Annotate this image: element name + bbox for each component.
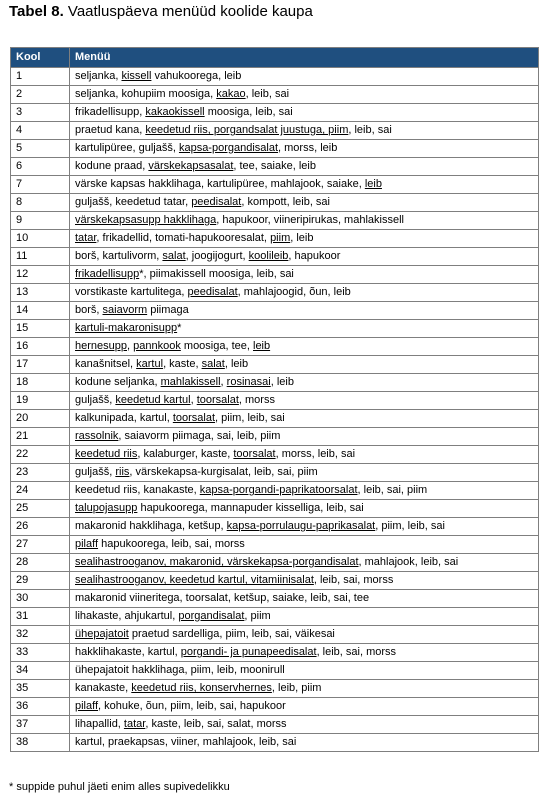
cell-menuu xyxy=(70,644,539,662)
table-row xyxy=(11,734,539,752)
cell-kool: 37 xyxy=(11,716,70,734)
menu-text: praetud kana, xyxy=(75,124,146,136)
underlined-item: hernesupp xyxy=(75,340,127,352)
cell-menuu xyxy=(70,518,539,536)
cell-menuu xyxy=(70,86,539,104)
table-row xyxy=(11,68,539,86)
menu-text: , morss, leib, sai xyxy=(275,448,356,460)
table-row xyxy=(11,698,539,716)
menu-text: hapukoorega, mannapuder kisselliga, leib, sai xyxy=(137,502,364,514)
underlined-item: mahlakissell xyxy=(160,376,221,388)
cell-kool: 30 xyxy=(11,590,70,608)
cell-kool: 33 xyxy=(11,644,70,662)
underlined-item: peedisalat xyxy=(187,286,238,298)
cell-kool: 14 xyxy=(11,302,70,320)
underlined-item: rosinasai xyxy=(226,376,271,388)
underlined-item: kapsa-porgandisalat xyxy=(178,142,279,154)
table-caption: Vaatluspäeva menüüd koolide kaupa xyxy=(67,3,313,20)
underlined-item: leib xyxy=(253,340,271,352)
cell-menuu xyxy=(70,122,539,140)
cell-kool: 26 xyxy=(11,518,70,536)
underlined-item: kapsa-porrulaugu-paprikasalat xyxy=(226,520,376,532)
cell-menuu xyxy=(70,68,539,86)
menu-text: guljašš, xyxy=(75,466,116,478)
menu-text: , kaste, xyxy=(163,358,202,370)
cell-menuu xyxy=(70,104,539,122)
menu-text: , xyxy=(190,394,197,406)
cell-menuu xyxy=(70,662,539,680)
menu-text: , xyxy=(220,376,227,388)
menu-text: kodune praad, xyxy=(75,160,149,172)
menu-text: , kompott, leib, sai xyxy=(241,196,330,208)
menu-text: *, piimakissell moosiga, leib, sai xyxy=(139,268,294,280)
cell-kool: 5 xyxy=(11,140,70,158)
cell-kool: 25 xyxy=(11,500,70,518)
table-row xyxy=(11,662,539,680)
underlined-item: sealihastrooganov, keedetud kartul, vitamiinisalat xyxy=(75,574,314,586)
table-row xyxy=(11,212,539,230)
menu-text: , kalaburger, kaste, xyxy=(137,448,234,460)
table-row xyxy=(11,104,539,122)
menu-text: borš, kartulivorm, xyxy=(75,250,163,262)
underlined-item: keedetud riis xyxy=(75,448,138,460)
menu-text: , hapukoor xyxy=(288,250,341,262)
table-row xyxy=(11,248,539,266)
cell-menuu xyxy=(70,140,539,158)
cell-menuu xyxy=(70,338,539,356)
menu-text: , mahlajoogid, õun, leib xyxy=(237,286,351,298)
cell-kool: 12 xyxy=(11,266,70,284)
underlined-item: rassolnik xyxy=(75,430,119,442)
cell-menuu xyxy=(70,698,539,716)
cell-menuu xyxy=(70,284,539,302)
table-row xyxy=(11,356,539,374)
menu-text: ühepajatoit hakklihaga, piim, leib, moonirull xyxy=(75,664,285,676)
underlined-item: talupojasupp xyxy=(75,502,138,514)
table-row xyxy=(11,644,539,662)
menu-text: , xyxy=(127,340,134,352)
menu-text: moosiga, tee, xyxy=(180,340,253,352)
cell-menuu xyxy=(70,428,539,446)
menu-text: , kaste, leib, sai, salat, morss xyxy=(145,718,287,730)
table-row xyxy=(11,716,539,734)
cell-kool: 28 xyxy=(11,554,70,572)
menu-text: kodune seljanka, xyxy=(75,376,161,388)
table-row xyxy=(11,266,539,284)
column-header-menuu: Menüü xyxy=(70,48,539,68)
menu-text: , leib, piim xyxy=(271,682,322,694)
underlined-item: riis xyxy=(115,466,130,478)
menu-text: lihakaste, ahjukartul, xyxy=(75,610,179,622)
menu-text: , leib, sai, piim xyxy=(357,484,428,496)
menu-table xyxy=(10,47,539,752)
menu-text: , hapukoor, viineripirukas, mahlakissell xyxy=(216,214,404,226)
cell-menuu xyxy=(70,302,539,320)
cell-kool: 24 xyxy=(11,482,70,500)
cell-menuu xyxy=(70,536,539,554)
table-row xyxy=(11,554,539,572)
underlined-item: värskekapsasalat xyxy=(148,160,234,172)
cell-menuu xyxy=(70,608,539,626)
cell-kool: 36 xyxy=(11,698,70,716)
underlined-item: tatar xyxy=(123,718,146,730)
table-row xyxy=(11,284,539,302)
menu-text: , leib xyxy=(290,232,314,244)
menu-text: kartul, praekapsas, viiner, mahlajook, leib, sai xyxy=(75,736,297,748)
underlined-item: leib xyxy=(364,178,382,190)
menu-text: seljanka, kohupiim moosiga, xyxy=(75,88,217,100)
underlined-item: frikadellisupp xyxy=(75,268,140,280)
menu-text: vorstikaste kartulitega, xyxy=(75,286,188,298)
menu-text: keedetud riis, kanakaste, xyxy=(75,484,200,496)
underlined-item: porgandi- ja punapeedisalat xyxy=(180,646,317,658)
table-row xyxy=(11,122,539,140)
menu-text: makaronid hakklihaga, ketšup, xyxy=(75,520,227,532)
cell-menuu xyxy=(70,554,539,572)
cell-kool: 6 xyxy=(11,158,70,176)
underlined-item: keedetud riis, konservhernes xyxy=(131,682,272,694)
table-row xyxy=(11,482,539,500)
cell-kool: 8 xyxy=(11,194,70,212)
table-row xyxy=(11,374,539,392)
menu-text: , morss, leib xyxy=(278,142,338,154)
menu-text: , joogijogurt, xyxy=(185,250,249,262)
table-row xyxy=(11,590,539,608)
cell-kool: 11 xyxy=(11,248,70,266)
cell-kool: 1 xyxy=(11,68,70,86)
cell-menuu xyxy=(70,320,539,338)
cell-menuu xyxy=(70,212,539,230)
cell-kool: 7 xyxy=(11,176,70,194)
cell-menuu xyxy=(70,500,539,518)
table-row xyxy=(11,680,539,698)
menu-text: * xyxy=(177,322,182,334)
underlined-item: toorsalat xyxy=(233,448,276,460)
cell-kool: 2 xyxy=(11,86,70,104)
table-row xyxy=(11,86,539,104)
menu-text: praetud sardelliga, piim, leib, sai, väikesai xyxy=(128,628,335,640)
underlined-item: kakao xyxy=(216,88,246,100)
menu-text: hapukoorega, leib, sai, morss xyxy=(98,538,245,550)
cell-menuu xyxy=(70,464,539,482)
cell-menuu xyxy=(70,266,539,284)
underlined-item: pilaff xyxy=(75,538,99,550)
menu-text: , leib, sai, morss xyxy=(316,646,397,658)
menu-text: guljašš, keedetud tatar, xyxy=(75,196,192,208)
table-header-row xyxy=(11,48,539,68)
underlined-item: salat xyxy=(162,250,186,262)
underlined-item: toorsalat xyxy=(196,394,239,406)
table-row xyxy=(11,446,539,464)
cell-kool: 21 xyxy=(11,428,70,446)
cell-menuu xyxy=(70,626,539,644)
table-row xyxy=(11,158,539,176)
menu-text: piimaga xyxy=(147,304,189,316)
table-body xyxy=(11,68,539,752)
table-row xyxy=(11,464,539,482)
underlined-item: tatar xyxy=(75,232,97,244)
menu-text: , morss xyxy=(238,394,275,406)
underlined-item: värskekapsasupp hakklihaga xyxy=(75,214,217,226)
menu-text: , kohuke, õun, piim, leib, sai, hapukoor xyxy=(98,700,286,712)
menu-text: moosiga, leib, sai xyxy=(204,106,293,118)
column-header-kool: Kool xyxy=(11,48,70,68)
cell-menuu xyxy=(70,716,539,734)
footnote: * suppide puhul jäeti enim alles supivedelikku xyxy=(9,781,230,793)
cell-kool: 20 xyxy=(11,410,70,428)
cell-kool: 15 xyxy=(11,320,70,338)
table-row xyxy=(11,536,539,554)
cell-menuu xyxy=(70,392,539,410)
cell-menuu xyxy=(70,194,539,212)
cell-kool: 27 xyxy=(11,536,70,554)
cell-kool: 32 xyxy=(11,626,70,644)
cell-kool: 19 xyxy=(11,392,70,410)
underlined-item: pilaff xyxy=(75,700,99,712)
table-title xyxy=(9,2,313,22)
table-row xyxy=(11,428,539,446)
menu-text: , frikadellid, tomati-hapukooresalat, xyxy=(96,232,271,244)
table-row xyxy=(11,230,539,248)
menu-text: frikadellisupp, xyxy=(75,106,146,118)
underlined-item: kartul xyxy=(136,358,164,370)
table-row xyxy=(11,392,539,410)
menu-text: kanakaste, xyxy=(75,682,132,694)
underlined-item: pannkook xyxy=(133,340,181,352)
table-row xyxy=(11,302,539,320)
underlined-item: koolileib xyxy=(248,250,289,262)
table-row xyxy=(11,194,539,212)
cell-kool: 17 xyxy=(11,356,70,374)
cell-kool: 22 xyxy=(11,446,70,464)
menu-text: , mahlajook, leib, sai xyxy=(358,556,459,568)
cell-menuu xyxy=(70,248,539,266)
cell-menuu xyxy=(70,410,539,428)
underlined-item: porgandisalat xyxy=(178,610,245,622)
underlined-item: ühepajatoit xyxy=(75,628,129,640)
underlined-item: keedetud riis, porgandsalat juustuga, piim xyxy=(145,124,349,136)
cell-menuu xyxy=(70,680,539,698)
menu-text: , tee, saiake, leib xyxy=(233,160,316,172)
cell-kool: 35 xyxy=(11,680,70,698)
menu-text: borš, xyxy=(75,304,103,316)
menu-text: , piim, leib, sai xyxy=(375,520,445,532)
table-row xyxy=(11,140,539,158)
table-row xyxy=(11,500,539,518)
underlined-item: toorsalat xyxy=(172,412,216,424)
menu-text: lihapallid, xyxy=(75,718,124,730)
menu-text: , leib xyxy=(224,358,249,370)
cell-kool: 29 xyxy=(11,572,70,590)
menu-text: , leib xyxy=(270,376,294,388)
underlined-item: piim xyxy=(270,232,291,244)
cell-menuu xyxy=(70,446,539,464)
underlined-item: salat xyxy=(201,358,225,370)
table-row xyxy=(11,410,539,428)
cell-kool: 38 xyxy=(11,734,70,752)
cell-kool: 13 xyxy=(11,284,70,302)
underlined-item: peedisalat xyxy=(191,196,242,208)
cell-menuu xyxy=(70,590,539,608)
menu-text: , piim xyxy=(244,610,271,622)
table-row xyxy=(11,572,539,590)
cell-menuu xyxy=(70,482,539,500)
cell-kool: 16 xyxy=(11,338,70,356)
menu-text: , saiavorm piimaga, sai, leib, piim xyxy=(118,430,281,442)
table-row xyxy=(11,518,539,536)
underlined-item: saiavorm xyxy=(102,304,148,316)
table-row xyxy=(11,176,539,194)
table-label: Tabel 8. xyxy=(9,3,64,20)
menu-text: seljanka, xyxy=(75,70,122,82)
menu-text: kalkunipada, kartul, xyxy=(75,412,173,424)
menu-text: , leib, sai xyxy=(245,88,290,100)
cell-kool: 9 xyxy=(11,212,70,230)
cell-menuu xyxy=(70,356,539,374)
underlined-item: kissell xyxy=(121,70,152,82)
cell-kool: 10 xyxy=(11,230,70,248)
table-row xyxy=(11,626,539,644)
cell-kool: 34 xyxy=(11,662,70,680)
menu-text: kartulipüree, guljašš, xyxy=(75,142,179,154)
menu-text: hakklihakaste, kartul, xyxy=(75,646,181,658)
cell-menuu xyxy=(70,572,539,590)
cell-kool: 23 xyxy=(11,464,70,482)
table-row xyxy=(11,320,539,338)
cell-menuu xyxy=(70,734,539,752)
underlined-item: keedetud kartul xyxy=(115,394,191,406)
cell-menuu xyxy=(70,374,539,392)
menu-text: , leib, sai, morss xyxy=(313,574,394,586)
cell-menuu xyxy=(70,230,539,248)
menu-text: , värskekapsa-kurgisalat, leib, sai, piim xyxy=(129,466,318,478)
cell-menuu xyxy=(70,176,539,194)
underlined-item: kakaokissell xyxy=(145,106,205,118)
menu-text: värske kapsas hakklihaga, kartulipüree, mahlajook, saiake, xyxy=(75,178,365,190)
menu-text: kanašnitsel, xyxy=(75,358,137,370)
underlined-item: kapsa-porgandi-paprikatoorsalat xyxy=(199,484,358,496)
cell-menuu xyxy=(70,158,539,176)
underlined-item: sealihastrooganov, makaronid, värskekapsa-porgandisalat xyxy=(75,556,359,568)
cell-kool: 31 xyxy=(11,608,70,626)
menu-text: guljašš, xyxy=(75,394,116,406)
cell-kool: 4 xyxy=(11,122,70,140)
table-row xyxy=(11,608,539,626)
menu-text: , piim, leib, sai xyxy=(215,412,285,424)
menu-text: , leib, sai xyxy=(348,124,392,136)
menu-text: vahukoorega, leib xyxy=(151,70,242,82)
underlined-item: kartuli-makaronisupp xyxy=(75,322,178,334)
table-row xyxy=(11,338,539,356)
cell-kool: 3 xyxy=(11,104,70,122)
cell-kool: 18 xyxy=(11,374,70,392)
menu-text: makaronid viineritega, toorsalat, ketšup, saiake, leib, sai, tee xyxy=(75,592,370,604)
